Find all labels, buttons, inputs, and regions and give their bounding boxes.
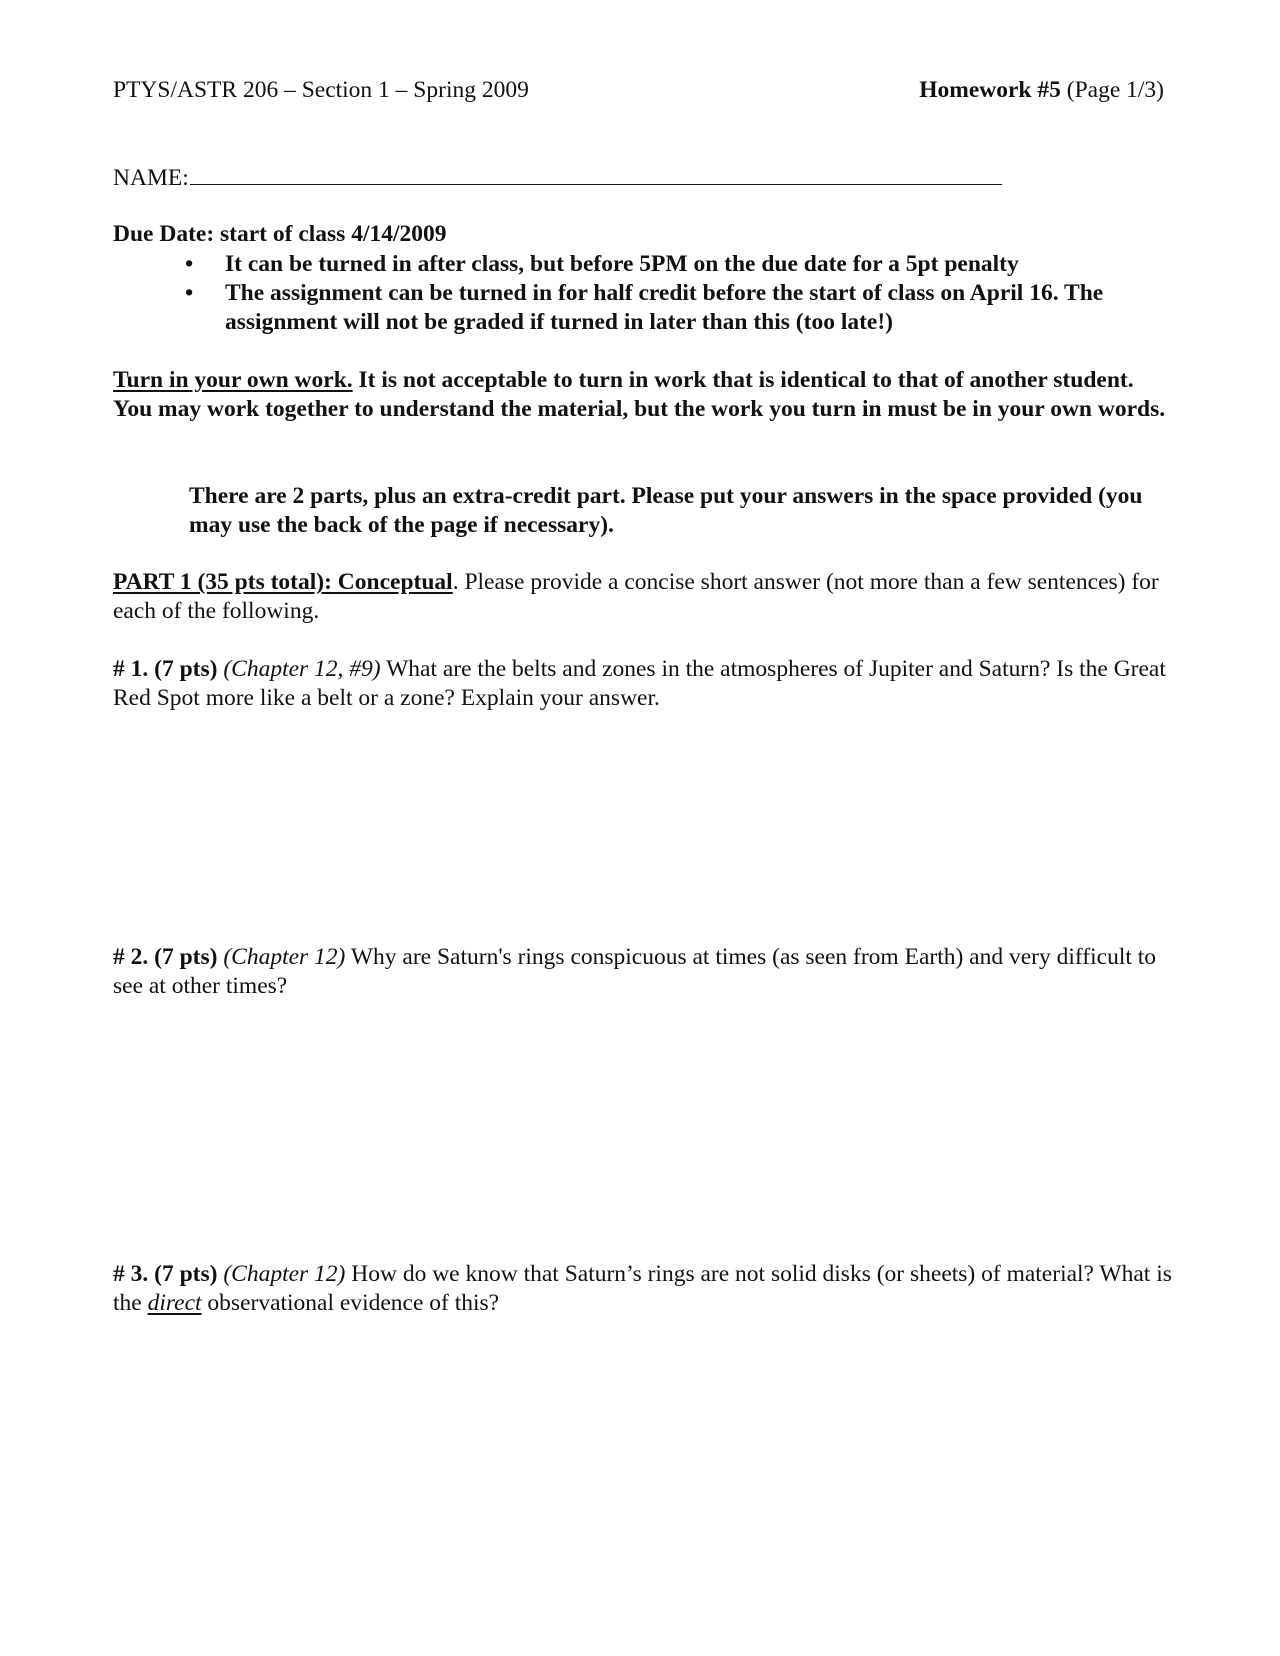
question-reference: (Chapter 12, #9)	[217, 656, 381, 682]
question-1	[113, 655, 1173, 713]
name-blank-line	[190, 162, 1002, 185]
part1-description: . Please provide a concise short answer (not more than a few sentences) for each of the following.	[113, 569, 1159, 624]
integrity-lead: Turn in your own work.	[113, 367, 353, 393]
page-header-right	[919, 76, 1164, 105]
question-reference: (Chapter 12)	[217, 1261, 346, 1287]
name-label: NAME:	[113, 165, 189, 191]
due-rule-text: The assignment can be turned in for half credit before the start of class on April 16. The assignment will not be graded if turned in later than this (too late!)	[225, 280, 1104, 335]
due-date-title: Due Date: start of class 4/14/2009	[113, 221, 447, 247]
course-title: PTYS/ASTR 206 – Section 1 – Spring 2009	[113, 77, 529, 103]
question-text: Why are Saturn's rings conspicuous at times (as seen from Earth) and very difficult to see at other times?	[113, 944, 1157, 999]
instructions: There are 2 parts, plus an extra-credit part. Please put your answers in the space provided (you may use the back of the page if necessary).	[189, 483, 1143, 538]
due-rule-item	[113, 250, 1163, 279]
part1-heading: PART 1 (35 pts total): Conceptual	[113, 569, 453, 595]
question-number: # 2. (7 pts)	[113, 944, 218, 970]
due-date-rules	[113, 250, 1163, 337]
question-3	[113, 1260, 1173, 1318]
course-header	[113, 76, 529, 105]
bullet-icon: •	[185, 280, 194, 306]
question-2	[113, 943, 1173, 1001]
question-text-end: observational evidence of this?	[201, 1290, 500, 1316]
question-emphasis: direct	[147, 1290, 202, 1316]
due-rule-text: It can be turned in after class, but before 5PM on the due date for a 5pt penalty	[225, 251, 1019, 277]
bullet-icon: •	[185, 251, 194, 277]
due-rule-item	[113, 279, 1163, 337]
question-number: # 1. (7 pts)	[113, 656, 218, 682]
part1-header	[113, 568, 1173, 626]
question-reference: (Chapter 12)	[217, 944, 346, 970]
question-number: # 3. (7 pts)	[113, 1261, 218, 1287]
assignment-title: Homework #5	[919, 77, 1061, 103]
question-text: What are the belts and zones in the atmospheres of Jupiter and Saturn? Is the Great Red Spot more like a belt or a zone? Explain your answer.	[113, 656, 1166, 711]
integrity-text: It is not acceptable to turn in work that is identical to that of another student. You may work together to understand the material, but the work you turn in must be in your own words.	[113, 367, 1166, 422]
name-field	[113, 162, 1002, 193]
page-indicator: (Page 1/3)	[1060, 77, 1164, 103]
integrity-policy	[113, 366, 1173, 424]
question-text: How do we know that Saturn’s rings are not solid disks (or sheets) of material? What is the	[113, 1261, 1172, 1316]
